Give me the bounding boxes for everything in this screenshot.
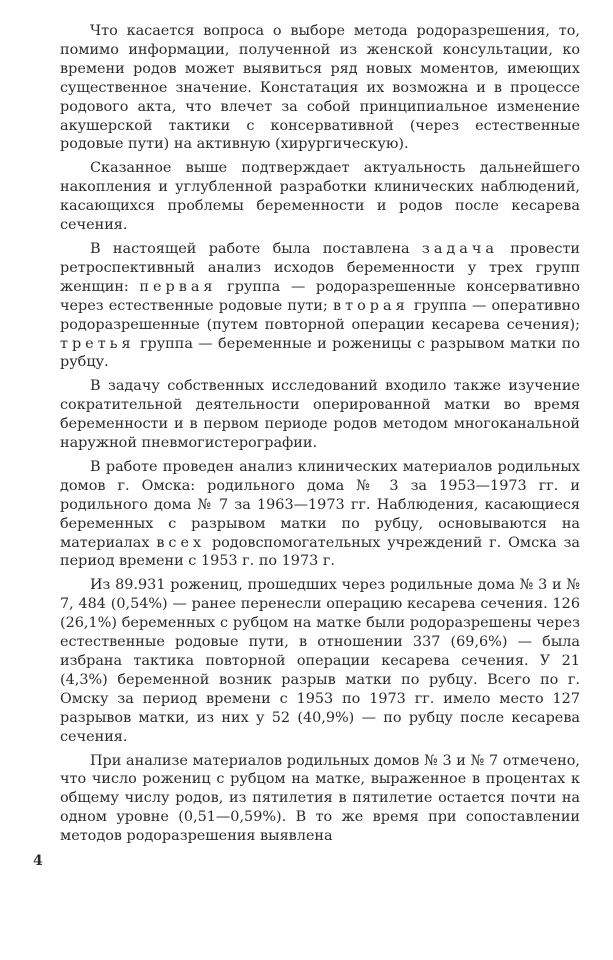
text-segment: провести ретроспективный анализ исходов беременности у трех групп женщин: bbox=[60, 240, 581, 295]
text-segment: В работе проведен анализ клинических материалов родильных домов г. Омска: родильного дома № 3 за 1953—1973 гг. и родильного дома № 7 за 1963—1973 гг. Наблюдения, касающиеся беременных с разрывом матки по рубцу, основываются на материалах bbox=[60, 458, 580, 551]
paragraph-research-tasks bbox=[60, 377, 580, 453]
text-segment: Что касается вопроса о выборе метода родоразрешения, то, помимо информации, полученной из женской консультации, ко времени родов может выявиться ряд новых моментов, имеющих существенное значение. Констатация их возможна и в процессе родового акта, что влечет за собой принципиальное изменение акушерской тактики с консервативной (через естественные родовые пути) на активную (хирургическую). bbox=[60, 23, 580, 153]
text-segment: В настоящей работе была поставлена bbox=[90, 240, 422, 257]
spaced-emphasis: первая bbox=[139, 278, 217, 295]
text-segment: Из 89.931 рожениц, прошедших через родильные дома № 3 и № 7, 484 (0,54%) — ранее перенесли операцию кесарева сечения. 126 (26,1%) беременных с рубцом на матке были родоразрешены через естественные родовые пути, в отношении 337 (69,6%) — была избрана тактика повторной операции кесарева сечения. У 21 (4,3%) беременной возник разрыв матки по рубцу. Всего по г. Омску за период времени с 1953 по 1973 гг. имело место 127 разрывов матки, из них у 52 (40,9%) — по рубцу после кесарева сечения. bbox=[60, 577, 580, 745]
text-segment: При анализе материалов родильных домов № 3 и № 7 отмечено, что число рожениц с рубцом на матке, выраженное в процентах к общему числу родов, из пятилетия в пятилетие остается почти на одном уровне (0,51—0,59%). В то же время при сопоставлении методов родоразрешения выявлена bbox=[60, 752, 580, 845]
text-segment: группа — оперативно родоразрешенные (путем повторной операции кесарева сечения); bbox=[60, 297, 580, 333]
text-segment: родовспомогательных учреждений г. Омска за период времени с 1953 г. по 1973 г. bbox=[60, 534, 581, 570]
paragraph-relevance bbox=[60, 159, 580, 235]
text-segment: группа — родоразрешенные консервативно через естественные родовые пути; bbox=[60, 278, 580, 314]
page-number: 4 bbox=[33, 853, 43, 869]
spaced-emphasis: вторая bbox=[333, 297, 409, 314]
text-segment: группа — беременные и роженицы с разрывом матки по рубцу. bbox=[60, 335, 580, 371]
paragraph-method-choice bbox=[60, 22, 580, 154]
spaced-emphasis: задача bbox=[421, 240, 498, 257]
paragraph-analysis bbox=[60, 752, 580, 847]
text-segment: В задачу собственных исследований входило также изучение сократительной деятельности оперированной матки во время беременности и в первом периоде родов методом многоканальной наружной пневмогистерографии. bbox=[60, 378, 580, 452]
paragraph-task bbox=[60, 240, 580, 372]
paragraph-materials bbox=[60, 458, 580, 571]
spaced-emphasis: третья bbox=[60, 335, 135, 352]
paragraph-statistics bbox=[60, 576, 580, 746]
document-body bbox=[60, 22, 580, 851]
text-segment: Сказанное выше подтверждает актуальность дальнейшего накопления и углубленной разработки клинических наблюдений, касающихся проблемы беременности и родов после кесарева сечения. bbox=[60, 160, 580, 234]
spaced-emphasis: всех bbox=[156, 534, 206, 551]
